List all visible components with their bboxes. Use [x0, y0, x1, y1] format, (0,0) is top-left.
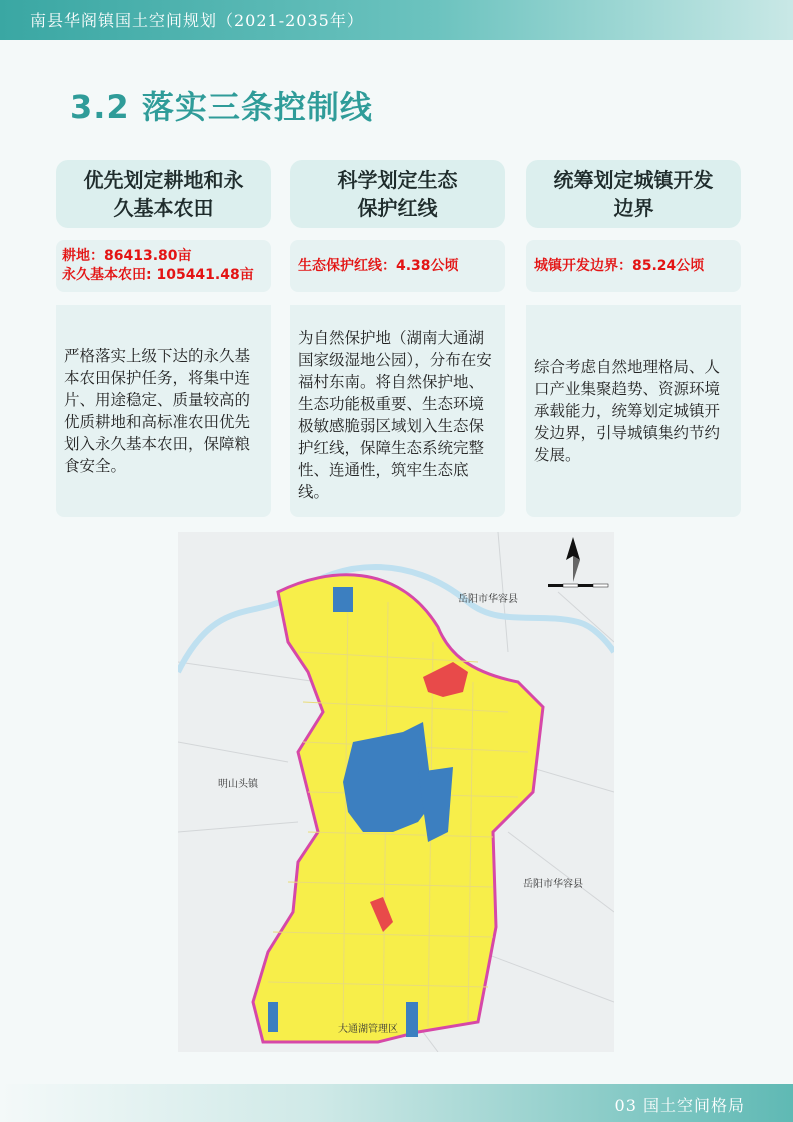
north-arrow-icon [566, 537, 580, 582]
card-farmland-heading [56, 160, 271, 228]
card-urban-body [526, 305, 741, 517]
label-huarong-east: 岳阳市华容县 [523, 879, 583, 890]
card-urban-heading [526, 160, 741, 228]
card-ecology-heading-text: 科学划定生态保护红线 [337, 168, 458, 220]
water-patch [333, 587, 353, 612]
label-mingshantou: 明山头镇 [218, 779, 258, 790]
card-ecology-text: 为自然保护地（湖南大通湖国家级湿地公园），分布在安福村东南。将自然保护地、生态功能极重要、生态环境极敏感脆弱区域划入生态保护红线，保障生态系统完整性、连通性，筑牢生态底线。 [298, 329, 492, 501]
footer-bar [0, 1084, 793, 1122]
water-patch-south [406, 1002, 418, 1037]
card-farmland-heading-text: 优先划定耕地和永久基本农田 [83, 168, 244, 220]
farmland-area-value: 耕地：86413.80亩 [62, 248, 192, 264]
ecology-redline-value: 生态保护红线：4.38公顷 [298, 257, 459, 274]
control-lines-map [178, 532, 614, 1052]
label-datonghu: 大通湖管理区 [338, 1024, 398, 1035]
section-title: 3.2 落实三条控制线 [70, 88, 373, 126]
card-farmland-values [56, 240, 271, 292]
document-title: 南县华阁镇国土空间规划（2021-2035年） [30, 11, 364, 30]
water-patch-west [268, 1002, 278, 1032]
card-ecology-body [290, 305, 505, 517]
card-urban-heading-text: 统筹划定城镇开发边界 [553, 168, 714, 220]
card-ecology-values [290, 240, 505, 292]
map-svg [178, 532, 614, 1052]
urban-boundary-value: 城镇开发边界：85.24公顷 [534, 257, 705, 274]
label-huarong-north: 岳阳市华容县 [458, 594, 518, 605]
card-farmland-body [56, 305, 271, 517]
footer-chapter-label: 03 国土空间格局 [614, 1096, 745, 1115]
card-ecology-heading [290, 160, 505, 228]
card-urban-values [526, 240, 741, 292]
card-farmland-text: 严格落实上级下达的永久基本农田保护任务，将集中连片、用途稳定、质量较高的优质耕地和高标准农田优先划入永久基本农田，保障粮食安全。 [64, 347, 251, 475]
header-bar [0, 0, 793, 40]
card-urban-text: 综合考虑自然地理格局、人口产业集聚趋势、资源环境承载能力，统筹划定城镇开发边界，引导城镇集约节约发展。 [534, 358, 721, 464]
permanent-farmland-value: 永久基本农田: 105441.48亩 [62, 267, 254, 283]
scale-bar [548, 584, 608, 587]
